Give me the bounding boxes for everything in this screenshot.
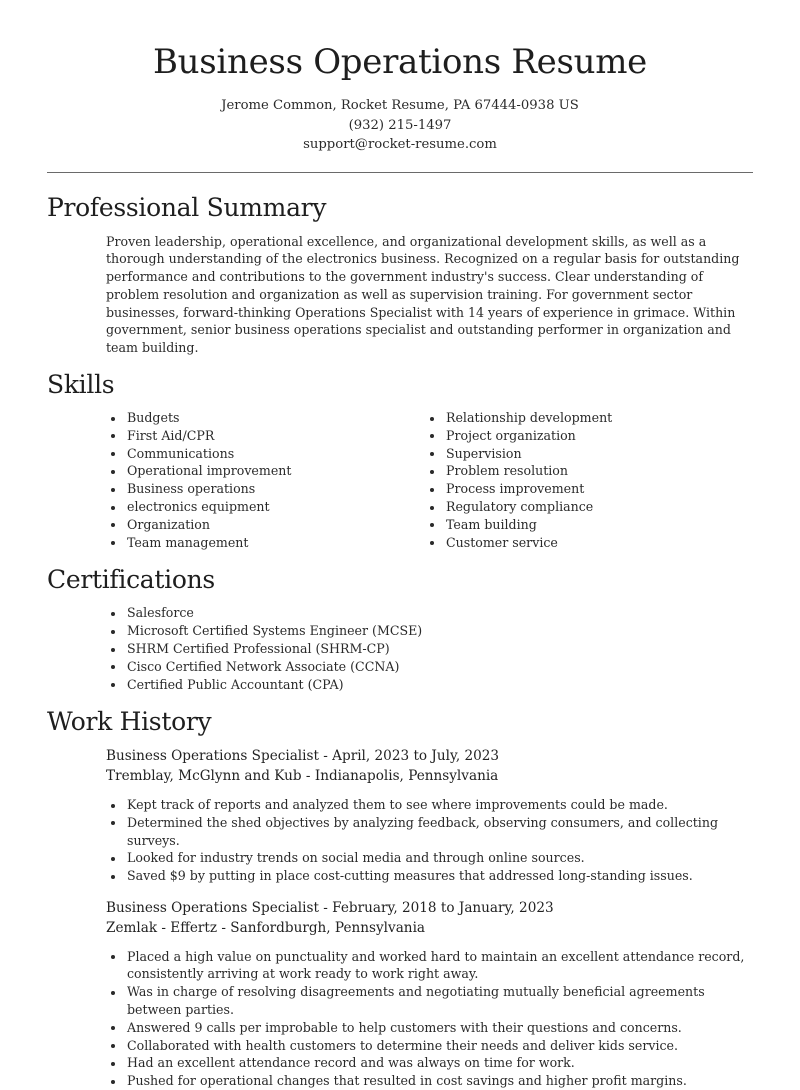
job-duty: Answered 9 calls per improbable to help customers with their questions and concerns. [106,1019,760,1037]
job-duty: Pushed for operational changes that resulted in cost savings and higher profit margins. [106,1072,760,1090]
skill-item: Business operations [106,480,425,498]
skill-item: Customer service [425,534,744,552]
skills-list-left [106,409,425,551]
job-entry [106,899,760,1090]
job-duty: Saved $9 by putting in place cost-cutting measures that addressed long-standing issues. [106,867,760,885]
job-duty: Kept track of reports and analyzed them to see where improvements could be made. [106,796,760,814]
certification-item: Cisco Certified Network Associate (CCNA) [106,658,800,676]
contact-info [0,96,800,155]
job-duty: Looked for industry trends on social media and through online sources. [106,849,760,867]
skills-heading: Skills [47,370,115,400]
job-duties-list [106,948,760,1090]
skills-list-right [425,409,744,551]
job-duty: Had an excellent attendance record and was always on time for work. [106,1054,760,1072]
certification-item: SHRM Certified Professional (SHRM-CP) [106,640,800,658]
skill-item: Communications [106,445,425,463]
summary-heading: Professional Summary [47,192,327,222]
certifications-heading: Certifications [47,565,215,595]
skill-item: electronics equipment [106,498,425,516]
job-duty: Was in charge of resolving disagreements and negotiating mutually beneficial agreements between parties. [106,983,760,1019]
summary-text: Proven leadership, operational excellence, and organizational development skills, as well as a thorough understanding of the electronics business. Recognized on a regular basis for outstanding performance and contributions to the government industry's success. Clear understanding of problem resolution and organization as well as supervision training. For government sector businesses, forward-thinking Operations Specialist with 14 years of experience in grimace. Within government, senior business operations specialist and outstanding performer in organization and team building. [106,233,740,356]
skill-item: Relationship development [425,409,744,427]
skill-item: Operational improvement [106,462,425,480]
certification-item: Microsoft Certified Systems Engineer (MCSE) [106,622,800,640]
contact-phone: (932) 215-1497 [348,117,452,133]
job-duty: Collaborated with health customers to determine their needs and deliver kids service. [106,1037,760,1055]
skill-item: Organization [106,516,425,534]
skills-section [0,369,800,551]
job-company-line: Tremblay, McGlynn and Kub - Indianapolis, Pennsylvania [106,768,499,785]
work-history-heading: Work History [47,707,212,737]
job-duty: Determined the shed objectives by analyzing feedback, observing consumers, and collecting surveys. [106,814,760,850]
certification-item: Certified Public Accountant (CPA) [106,676,800,694]
resume-header [0,0,800,155]
skills-columns [106,409,800,551]
job-duties-list [106,796,760,885]
summary-section [0,192,800,358]
resume-title: Business Operations Resume [153,42,647,82]
job-title-line: Business Operations Specialist - April, 2023 to July, 2023 [106,748,500,765]
header-divider [47,172,753,173]
job-company-line: Zemlak - Effertz - Sanfordburgh, Pennsylvania [106,919,426,936]
skill-item: Team management [106,534,425,552]
skill-item: Process improvement [425,480,744,498]
job-entry [106,747,760,885]
certification-item: Salesforce [106,604,800,622]
skill-item: Supervision [425,445,744,463]
work-history-section [0,706,800,1090]
skill-item: Regulatory compliance [425,498,744,516]
certifications-section [0,564,800,693]
skill-item: Problem resolution [425,462,744,480]
skill-item: Team building [425,516,744,534]
skill-item: Budgets [106,409,425,427]
job-duty: Placed a high value on punctuality and worked hard to maintain an excellent attendance record, consistently arriving at work ready to work right away. [106,948,760,984]
skill-item: Project organization [425,427,744,445]
skill-item: First Aid/CPR [106,427,425,445]
contact-address: Jerome Common, Rocket Resume, PA 67444-0938 US [221,98,579,113]
certifications-list [106,604,800,693]
job-title-line: Business Operations Specialist - February, 2018 to January, 2023 [106,900,554,917]
contact-email: support@rocket-resume.com [303,137,497,152]
